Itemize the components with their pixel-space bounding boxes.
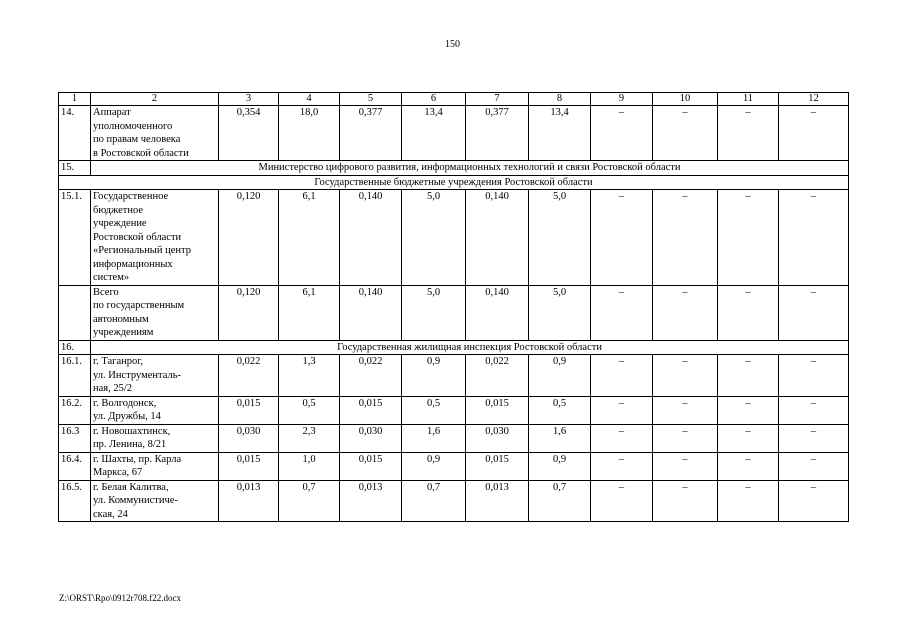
value-cell: 0,9 [402,452,466,480]
value-cell: 0,377 [466,106,529,161]
table-row [59,424,849,452]
value-cell: – [591,396,653,424]
value-cell: 5,0 [402,285,466,340]
page-number: 150 [445,39,460,50]
value-cell: 0,9 [529,355,591,397]
row-name [91,355,219,397]
row-name-line: учреждение [93,218,147,229]
row-name-line: ул. Инструменталь- [93,369,181,381]
row-number: 16. [59,340,91,355]
row-name-line: ул. Дружбы, 14 [93,411,161,422]
value-cell: – [779,480,849,522]
value-cell: – [779,355,849,397]
subsection-row [59,175,849,190]
value-cell: – [653,285,718,340]
value-cell: 13,4 [529,106,591,161]
row-name-line: г. Новошахтинск, [93,425,171,437]
table-row [59,396,849,424]
value-cell: 18,0 [279,106,340,161]
row-name-line: пр. Ленина, 8/21 [93,439,167,450]
section-title: Министерство цифрового развития, информационных технологий и связи Ростовской области [91,161,849,176]
value-cell: – [591,355,653,397]
value-cell: – [779,190,849,286]
value-cell: 0,7 [402,480,466,522]
value-cell: – [779,452,849,480]
value-cell: 0,9 [529,452,591,480]
column-header: 3 [219,93,279,106]
value-cell: – [718,285,779,340]
value-cell: 0,013 [340,480,402,522]
row-name-line: Государственное [93,191,169,202]
row-name [91,106,219,161]
row-name [91,285,219,340]
row-name-line: г. Волгодонск, [93,397,157,409]
value-cell: – [653,190,718,286]
value-cell: 5,0 [402,190,466,286]
value-cell: – [779,106,849,161]
value-cell: – [653,480,718,522]
value-cell: – [718,480,779,522]
row-name-line: Аппарат [93,107,131,118]
subsection-title: Государственные бюджетные учреждения Ростовской области [59,175,849,190]
value-cell: 13,4 [402,106,466,161]
value-cell: – [779,424,849,452]
table-row [59,452,849,480]
value-cell: – [591,480,653,522]
value-cell: 1,6 [529,424,591,452]
value-cell: 0,140 [466,285,529,340]
table-row [59,355,849,397]
row-number [59,285,91,340]
value-cell: 0,140 [340,190,402,286]
row-name-line: по государственным [93,300,185,311]
row-name-line: ская, 24 [93,508,128,520]
value-cell: – [653,424,718,452]
row-name [91,452,219,480]
file-path-footer: Z:\ORST\Rpo\0912r708.f22.docx [59,593,181,603]
value-cell: 0,140 [340,285,402,340]
value-cell: 0,022 [219,355,279,397]
section-row [59,161,849,176]
column-header: 12 [779,93,849,106]
value-cell: – [591,285,653,340]
value-cell: 0,015 [466,452,529,480]
value-cell: 0,022 [466,355,529,397]
value-cell: 2,3 [279,424,340,452]
column-header: 2 [91,93,219,106]
header-row [59,93,849,106]
row-number: 16.5. [59,480,91,522]
table-row [59,106,849,161]
value-cell: 0,120 [219,190,279,286]
row-name-line: автономным [93,313,149,325]
row-number: 15.1. [59,190,91,286]
value-cell: – [653,355,718,397]
value-cell: 0,015 [340,396,402,424]
row-name-line: уполномоченного [93,120,173,132]
row-name-line: по правам человека [93,134,181,145]
value-cell: 1,0 [279,452,340,480]
column-header: 4 [279,93,340,106]
value-cell: 5,0 [529,190,591,286]
row-number: 16.2. [59,396,91,424]
row-name [91,190,219,286]
value-cell: 0,9 [402,355,466,397]
value-cell: 5,0 [529,285,591,340]
value-cell: 0,7 [529,480,591,522]
row-name-line: г. Таганрог, [93,356,144,367]
value-cell: – [718,106,779,161]
value-cell: – [779,396,849,424]
value-cell: 0,5 [402,396,466,424]
value-cell: 0,015 [466,396,529,424]
value-cell: – [591,452,653,480]
row-name-line: Ростовской области [93,231,182,243]
section-title: Государственная жилищная инспекция Ростовской области [91,340,849,355]
value-cell: – [591,424,653,452]
value-cell: – [718,424,779,452]
column-header: 6 [402,93,466,106]
row-name-line: ная, 25/2 [93,383,133,394]
column-header: 9 [591,93,653,106]
value-cell: 0,022 [340,355,402,397]
table-body [59,106,849,522]
value-cell: – [591,106,653,161]
row-number: 15. [59,161,91,176]
row-number: 16.1. [59,355,91,397]
value-cell: 0,013 [466,480,529,522]
row-name-line: г. Шахты, пр. Карла [93,453,182,465]
column-header: 11 [718,93,779,106]
value-cell: 0,015 [219,396,279,424]
value-cell: 0,030 [340,424,402,452]
value-cell: 0,030 [466,424,529,452]
value-cell: 1,6 [402,424,466,452]
row-name-line: учреждениям [93,327,154,338]
value-cell: 0,5 [529,396,591,424]
table-row [59,190,849,286]
value-cell: 6,1 [279,285,340,340]
row-name-line: систем» [93,272,130,283]
value-cell: – [718,190,779,286]
value-cell: – [653,106,718,161]
row-name [91,480,219,522]
row-name [91,396,219,424]
value-cell: – [779,285,849,340]
value-cell: – [653,452,718,480]
row-name-line: Маркса, 67 [93,467,143,478]
value-cell: – [653,396,718,424]
row-name-line: г. Белая Калитва, [93,481,169,493]
value-cell: 0,7 [279,480,340,522]
row-number: 16.4. [59,452,91,480]
value-cell: 0,5 [279,396,340,424]
value-cell: 0,013 [219,480,279,522]
value-cell: 0,015 [340,452,402,480]
column-header: 1 [59,93,91,106]
row-name [91,424,219,452]
data-table [58,92,849,522]
value-cell: 0,120 [219,285,279,340]
column-header: 10 [653,93,718,106]
section-row [59,340,849,355]
table-row [59,285,849,340]
row-name-line: информационных [93,258,173,270]
row-name-line: Всего [93,286,119,298]
value-cell: 0,354 [219,106,279,161]
column-header: 7 [466,93,529,106]
value-cell: – [591,190,653,286]
row-name-line: бюджетное [93,204,144,216]
table-row [59,480,849,522]
row-name-line: «Региональный центр [93,245,191,256]
value-cell: – [718,355,779,397]
column-header: 8 [529,93,591,106]
column-header: 5 [340,93,402,106]
row-number: 14. [59,106,91,161]
value-cell: 0,377 [340,106,402,161]
value-cell: 1,3 [279,355,340,397]
value-cell: 0,140 [466,190,529,286]
value-cell: 6,1 [279,190,340,286]
value-cell: 0,030 [219,424,279,452]
row-name-line: в Ростовской области [93,147,189,159]
value-cell: – [718,452,779,480]
row-name-line: ул. Коммунистиче- [93,495,178,506]
value-cell: – [718,396,779,424]
row-number: 16.3 [59,424,91,452]
value-cell: 0,015 [219,452,279,480]
